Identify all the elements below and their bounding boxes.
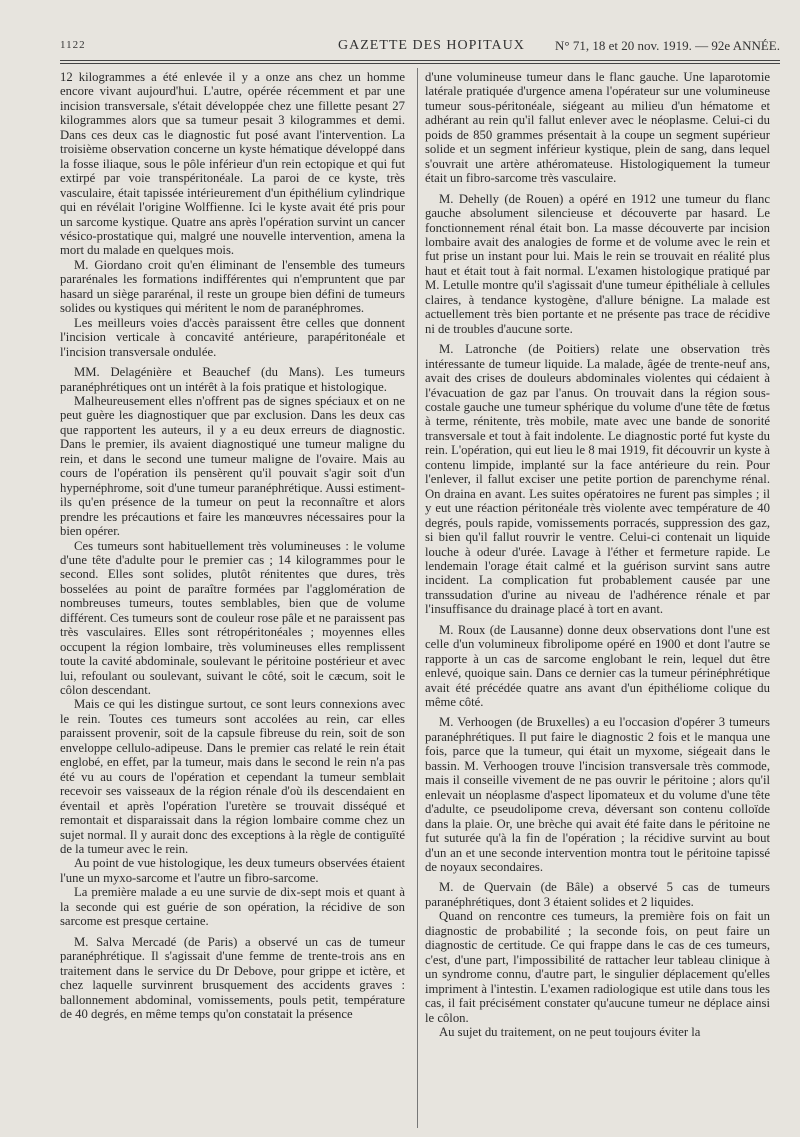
paragraph: MM. Delagénière et Beauchef (du Mans). Les tumeurs paranéphrétiques ont un intérêt à la fois pratique et histologique.	[60, 365, 405, 394]
column-divider	[417, 68, 418, 1128]
right-column	[425, 70, 770, 1039]
paragraph: M. de Quervain (de Bâle) a observé 5 cas de tumeurs paranéphrétiques, dont 3 étaient solides et 2 liquides.	[425, 880, 770, 909]
paragraph: La première malade a eu une survie de dix-sept mois et quant à la seconde qui est guérie de son opération, la récidive de son sarcome est presque certaine.	[60, 885, 405, 929]
paragraph: Quand on rencontre ces tumeurs, la première fois on fait un diagnostic de probabilité ; la seconde fois, on peut faire un diagnostic de certitude. Ce qui frappe dans le cas de ces tumeurs, c'est, d'une part, l'impossibilité de rattacher leur tableau clinique à un syndrome connu, d'autre part, le singulier déplacement qu'elles impriment à l'intestin. L'examen radiologique est utile dans tous les cas, il fait précisément constater qu'aucune tumeur ne déplace ainsi le côlon.	[425, 909, 770, 1025]
paragraph: M. Roux (de Lausanne) donne deux observations dont l'une est celle d'un volumineux fibrolipome opéré en 1900 et dont l'autre se rapporte à un cas de sarcome englobant le rein, lequel dut être enlevé, quoique sain. Dans ce dernier cas la tumeur périnéphrétique avait été précédée quatre ans avant d'un épithéliome colique du même côté.	[425, 622, 770, 710]
paragraph: d'une volumineuse tumeur dans le flanc gauche. Une laparotomie latérale pratiquée d'urgence amena l'opérateur sur une volumineuse tumeur sous-péritonéale, siégeant au milieu d'un hématome et adhérant au rein qu'il fallut enlever avec le néoplasme. Celui-ci du poids de 850 grammes présentait à la coupe un segment supérieur solide et un segment inférieur kystique, plein de sang, dans lequel s'ouvrait une artère athéromateuse. Histologiquement la tumeur était un fibro-sarcome très vasculaire.	[425, 70, 770, 186]
header-rule-top	[60, 60, 780, 61]
paragraph: M. Giordano croit qu'en éliminant de l'ensemble des tumeurs pararénales les formations indifférentes qui n'empruntent que par hasard un siège pararénal, il reste un groupe bien défini de tumeurs solides ou kystiques qui méritent le nom de paranéphromes.	[60, 257, 405, 316]
journal-title: GAZETTE DES HOPITAUX	[338, 38, 525, 53]
paragraph: M. Dehelly (de Rouen) a opéré en 1912 une tumeur du flanc gauche absolument silencieuse et découverte par hasard. Le fonctionnement rénal était bon. La masse découverte par incision lombaire avait des analogies de forme et de volume avec le rein et fut prise un instant pour lui. Mais le rein se trouvait en réalité plus haut et était tout à fait normal. L'examen histologique pratiqué par M. Letulle montre qu'il s'agissait d'une tumeur épithéliale à cellules claires, à tendance kystogène, d'allure bénigne. La malade est actuellement très bien portante et ne présente pas trace de récidive ni de troubles d'aucune sorte.	[425, 191, 770, 336]
page-number: 1122	[60, 39, 86, 51]
paragraph: M. Salva Mercadé (de Paris) a observé un cas de tumeur paranéphrétique. Il s'agissait d'une femme de trente-trois ans en traitement dans le service du Dr Debove, pour grippe et ictère, et chez laquelle survinrent brusquement des accidents graves : ballonnement abdominal, vomissements, pouls petit, température de 40 degrés, en même temps qu'on constatait la présence	[60, 934, 405, 1021]
paragraph: Au point de vue histologique, les deux tumeurs observées étaient l'une un myxo-sarcome et l'autre un fibro-sarcome.	[60, 856, 405, 885]
paragraph: M. Latronche (de Poitiers) relate une observation très intéressante de tumeur liquide. La malade, âgée de trente-neuf ans, avait des crises de douleurs abdominales violentes qui cédaient à l'évacuation de gaz par l'anus. On trouvait dans la région sous-costale gauche une tumeur sphérique du volume d'une tête de fœtus à terme, rénitente, très mobile, mate avec une bande de sonorité transversale et tout à fait indolente. Le diagnostic porté fut kyste du rein. L'opération, qui eut lieu le 8 mai 1919, fit découvrir un kyste à contenu limpide, implanté sur la face antérieure du rein. Pour l'enlever, il fallut exciser une petite portion de parenchyme rénal. On draina en avant. Les suites opératoires ne furent pas simples ; il y eut une réaction péritonéale très violente avec température de 40 degrés, pouls rapide, vomissements porracés, suppression des gaz, si bien qu'il fallut rouvrir le ventre. Celui-ci contenait un liquide louche à odeur d'urée. Lavage à l'éther et fermeture rapide. Le lendemain l'orage était calmé et la guérison survint sans autre incident. La complication fut probablement causée par une transsudation d'urine au niveau de l'adhérence rénale et par l'insuffisance du drainage placé à tort en avant.	[425, 342, 770, 617]
header-rule-bottom	[60, 63, 780, 64]
paragraph: Malheureusement elles n'offrent pas de signes spéciaux et on ne peut guère les diagnostiquer que par exclusion. Dans les deux cas que rapportent les auteurs, il y a eu deux erreurs de diagnostic. Dans le premier, ils avaient diagnostiqué une tumeur maligne du rein, et dans le second une tumeur maligne de l'ovaire. Mais au cours de l'opération ils pensèrent qu'il pouvait s'agir soit d'un hypernéphrome, soit d'une tumeur paranéphrétique. Aussi estiment-ils qu'en présence de la tumeur on peut la reconnaître et alors prendre les précautions et faire les manœuvres nécessaires pour la bien opérer.	[60, 393, 405, 539]
page-header	[60, 38, 780, 58]
paragraph: Au sujet du traitement, on ne peut toujours éviter la	[439, 1025, 701, 1039]
issue-line: N° 71, 18 et 20 nov. 1919. — 92e ANNÉE.	[555, 38, 780, 53]
left-column	[60, 70, 405, 1021]
paragraph: M. Verhoogen (de Bruxelles) a eu l'occasion d'opérer 3 tumeurs paranéphrétiques. Il put faire le diagnostic 2 fois et le manqua une fois, parce que la tumeur, qui était un myxome, siégeait dans le bassin. M. Verhoogen trouve l'incision transversale très commode, mais il conseille vivement de ne pas ouvrir le péritoine ; alors qu'il enlevait un néoplasme d'aspect lipomateux et du volume d'une tête d'adulte, ce pseudolipome creva, déversant son contenu colloïde dans la plaie. Or, une brèche qui avait été faite dans le péritoine ne fut suturée qu'à la fin de l'opération ; la récidive survint au bout d'un an et une seconde intervention montra tout le péritoine tapissé de noyaux secondaires.	[425, 715, 770, 875]
paragraph: Mais ce qui les distingue surtout, ce sont leurs connexions avec le rein. Toutes ces tumeurs sont accolées au rein, car elles paraissent provenir, soit de la capsule fibreuse du rein, soit de son enveloppe cellulo-adipeuse. Dans le premier cas relaté le rein était englobé, en effet, par la tumeur, mais dans le second le rein n'a pas été vu au cours de l'opération et cependant la tumeur semblait recevoir ses vaisseaux de la région rénale d'où ils descendaient en éventail et après l'opération l'uretère se trouvait disséqué et remontait et disparaissait dans la région lombaire comme chez un sujet normal. Il y aurait donc des exceptions à la règle de contiguïté de la tumeur avec le rein.	[60, 697, 405, 857]
paragraph: 12 kilogrammes a été enlevée il y a onze ans chez un homme encore vivant aujourd'hui. L'autre, opérée récemment et par une incision transversale, s'était développée chez une fillette pesant 27 kilogrammes alors que sa tumeur pesait 3 kilogrammes et demi. Dans ces deux cas le diagnostic fut posé avant l'intervention. La troisième observation concerne un kyste hématique développé dans la fosse iliaque, sous le pôle inférieur d'un rein ectopique et qui fut extirpé par voie transpéritonéale. La paroi de ce kyste, très vasculaire, était tapissée intérieurement d'un épithélium cylindrique qui en révélait l'origine Wolffienne. Ici le kyste avait été pris pour un sarcome kystique. Quatre ans après l'opération survint un cancer vésico-prostatique qui, malgré une nouvelle intervention, amena la mort du malade en quelques mois.	[60, 70, 405, 258]
paragraph: Les meilleurs voies d'accès paraissent être celles que donnent l'incision verticale à concavité antérieure, parapéritonéale et l'incision transversale ondulée.	[60, 315, 405, 359]
paragraph: Ces tumeurs sont habituellement très volumineuses : le volume d'une tête d'adulte pour le premier cas ; 14 kilogrammes pour le second. Elles sont solides, plutôt rénitentes que dures, très bosselées au point de paraître formées par l'agglomération de nombreuses tumeurs, toutes semblables, bien que de volume différent. Ces tumeurs sont de couleur rose pâle et ne paraissent pas très vasculaires. Elles sont rétropéritonéales ; moyennes elles occupent la région lombaire, très volumineuses elles remplissent toute la cavité abdominale, soulevant le péritoine postérieur et avec lui, refoulant ou soulevant, suivant le côté, soit le cæcum, soit le côlon descendant.	[60, 538, 405, 698]
